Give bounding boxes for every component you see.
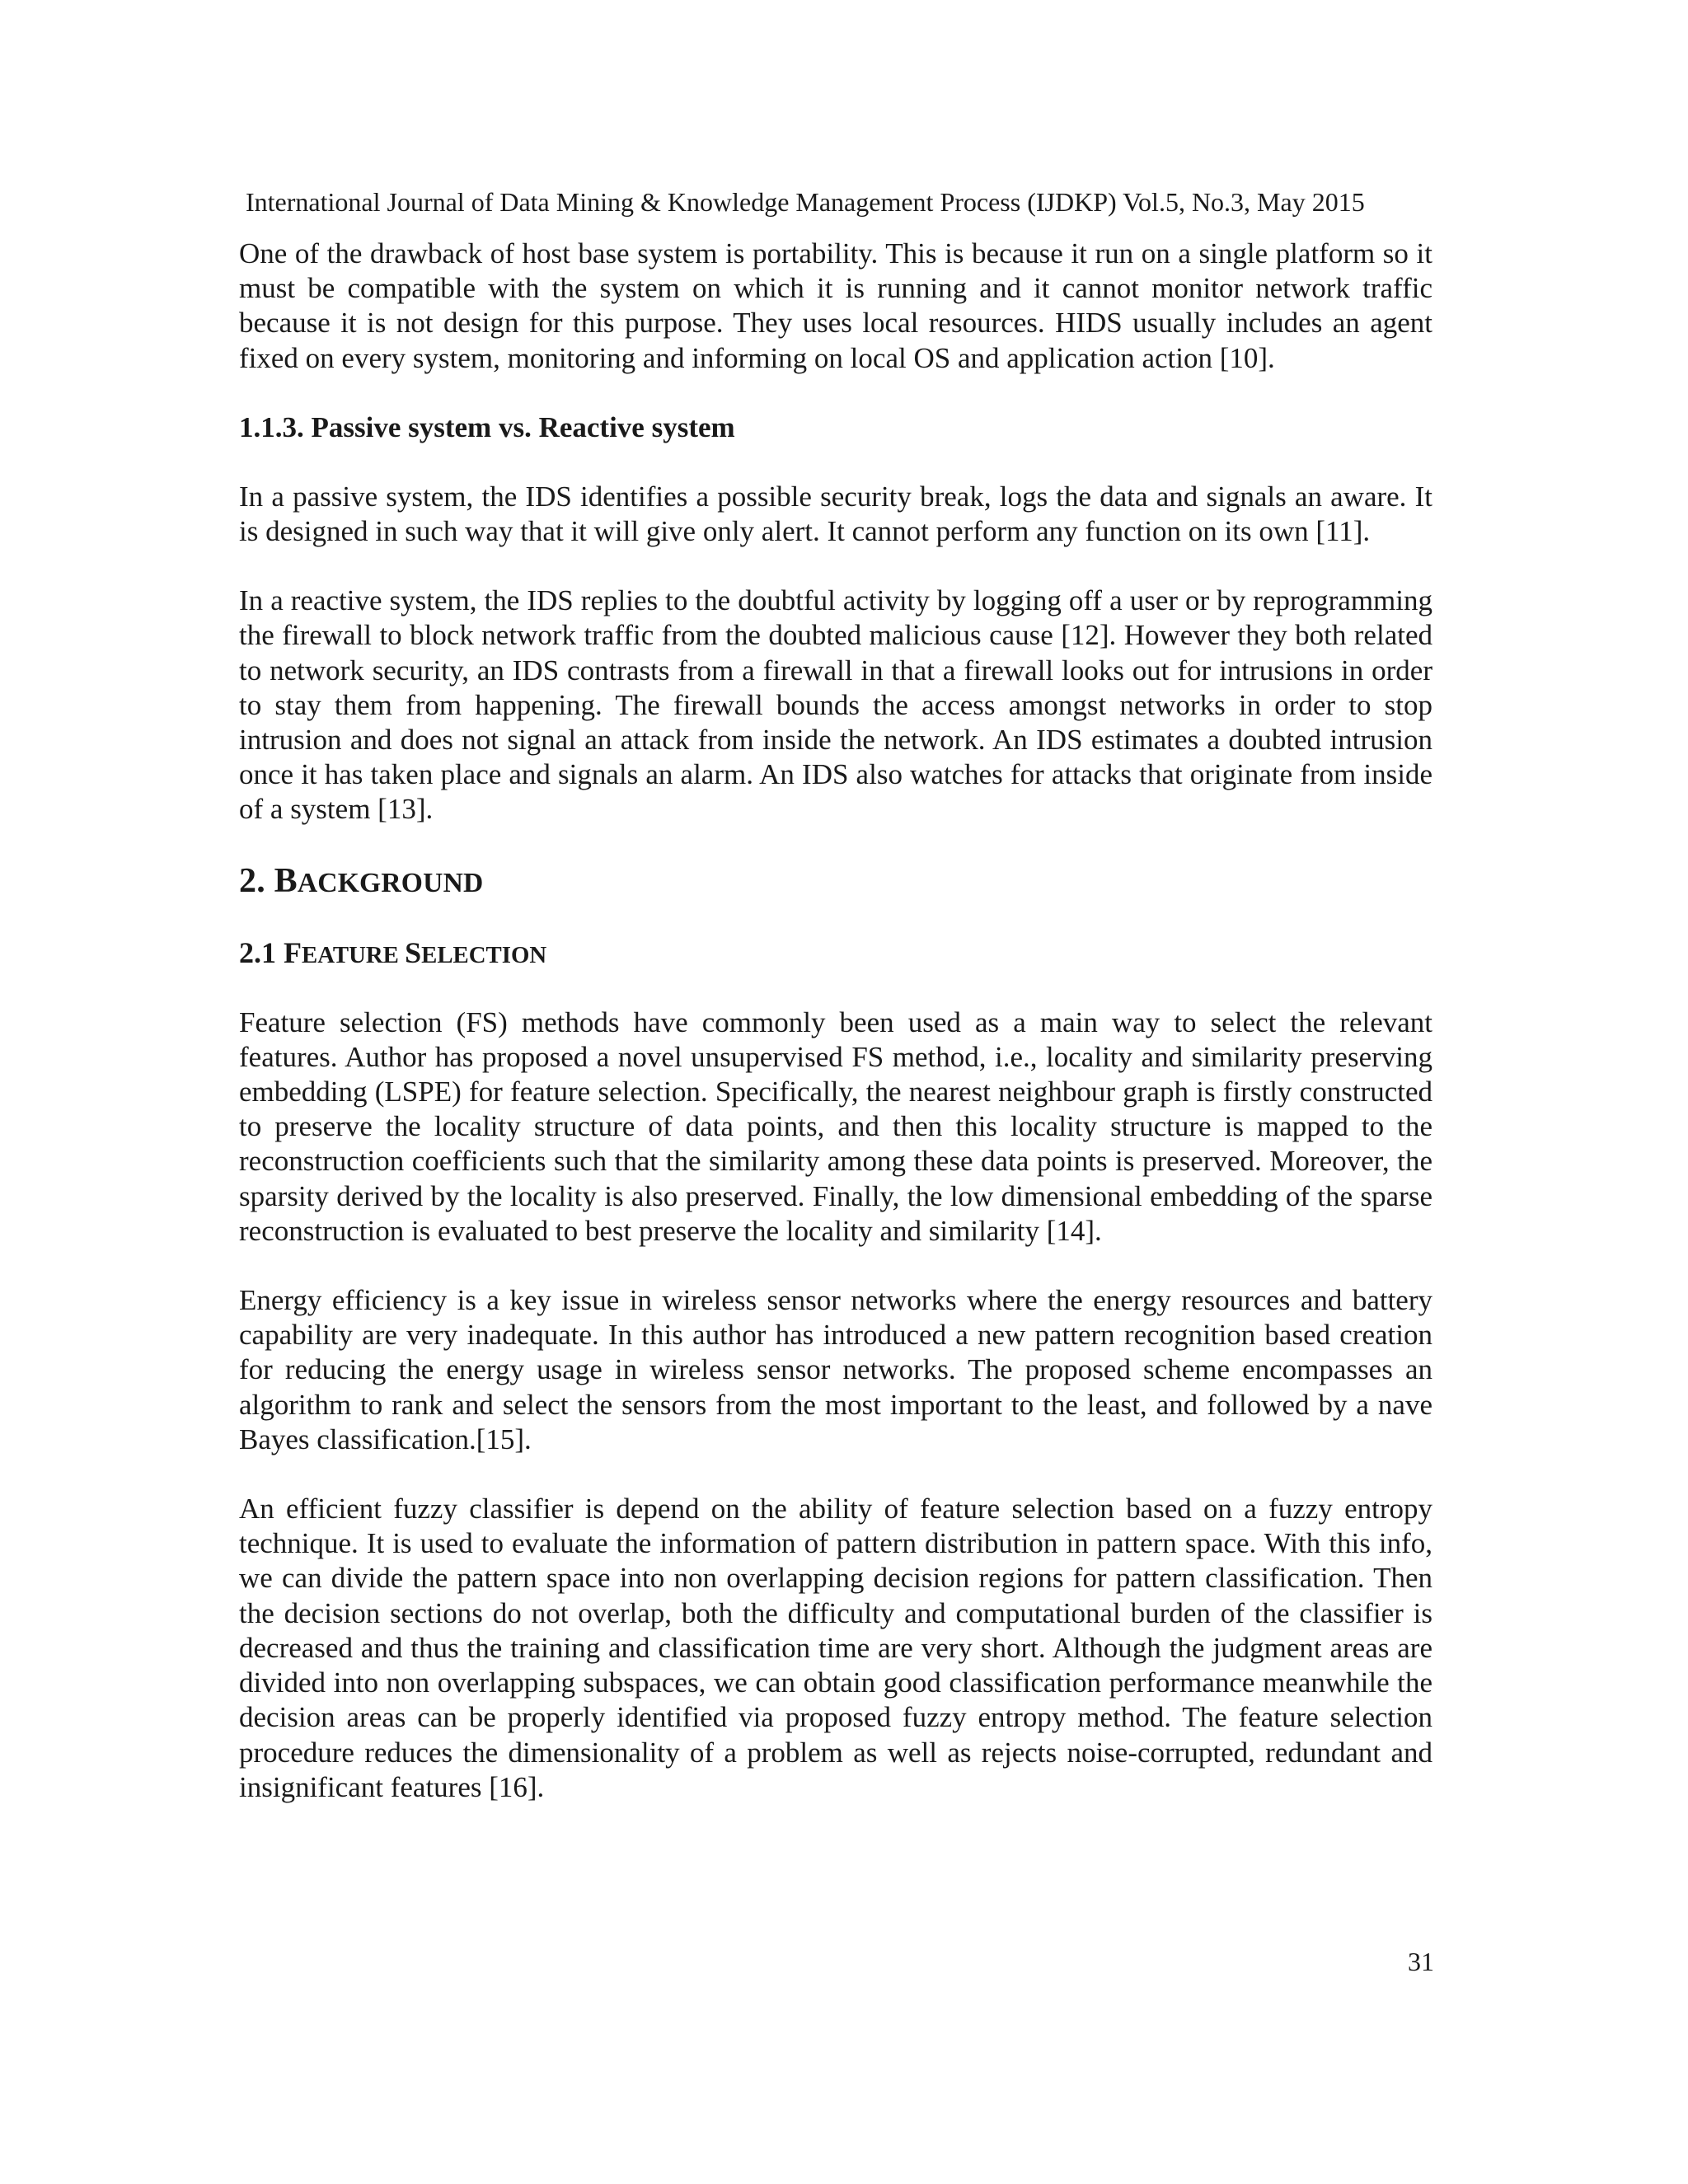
subsection-word1-initial: F xyxy=(284,935,302,969)
subsection-number: 2.1 xyxy=(239,935,284,969)
paragraph-gap xyxy=(239,376,1432,410)
body-column xyxy=(239,237,1432,1805)
section-number: 2. xyxy=(239,861,274,900)
paragraph-gap xyxy=(239,445,1432,480)
paragraph-gap xyxy=(239,1249,1432,1283)
section-gap xyxy=(239,906,1432,934)
section-title-rest: ACKGROUND xyxy=(297,867,484,898)
paragraph-host-based-portability: One of the drawback of host base system is portability. This is because it run on a single platform so it must be compatible with the system on which it is running and it cannot monitor network traffic because it is not design for this purpose. They uses local resources. HIDS usually includes an agent fixed on every system, monitoring and informing on local OS and application action [10]. xyxy=(239,237,1432,374)
paragraph-reactive-system: In a reactive system, the IDS replies to the doubtful activity by logging off a user or by reprogramming the firewall to block network traffic from the doubted malicious cause [12]. However they both related to network security, an IDS contrasts from a firewall in that a firewall looks out for intrusions in order to stay them from happening. The firewall bounds the access amongst networks in order to stop intrusion and does not signal an attack from inside the network. An IDS estimates a doubted intrusion once it has taken place and signals an alarm. An IDS also watches for attacks that originate from inside of a system [13]. xyxy=(239,584,1432,826)
paragraph-passive-system: In a passive system, the IDS identifies a possible security break, logs the data and signals an aware. It is designed in such way that it will give only alert. It cannot perform any function on its own [11]. xyxy=(239,480,1432,548)
section-heading-background xyxy=(239,859,1432,906)
subsection-heading-feature-selection xyxy=(239,934,1432,974)
subsection-word2-rest: ELECTION xyxy=(421,941,547,968)
section-gap xyxy=(239,827,1432,859)
page-number: 31 xyxy=(1408,1947,1434,1976)
subsection-word1-rest: EATURE xyxy=(302,941,406,968)
running-header: International Journal of Data Mining & Knowledge Management Process (IJDKP) Vol.5, No.3, May 2015 xyxy=(246,187,1365,217)
section-title-initial: B xyxy=(274,861,298,900)
heading-1-1-3: 1.1.3. Passive system vs. Reactive system xyxy=(239,410,735,443)
paragraph-gap xyxy=(239,1457,1432,1492)
paragraph-energy-efficiency: Energy efficiency is a key issue in wireless sensor networks where the energy resources and battery capability are very inadequate. In this author has introduced a new pattern recognition based creation for reducing the energy usage in wireless sensor networks. The proposed scheme encompasses an algorithm to rank and select the sensors from the most important to the least, and followed by a nave Bayes classification.[15]. xyxy=(239,1284,1432,1455)
paragraph-gap xyxy=(239,549,1432,583)
section-gap xyxy=(239,974,1432,1005)
paragraph-fuzzy-classifier: An efficient fuzzy classifier is depend on the ability of feature selection based on a fuzzy entropy technique. It is used to evaluate the information of pattern distribution in pattern space. With this info, we can divide the pattern space into non overlapping decision regions for pattern classification. Then the decision sections do not overlap, both the difficulty and computational burden of the classifier is decreased and thus the training and classification time are very short. Although the judgment areas are divided into non overlapping subspaces, we can obtain good classification performance meanwhile the decision areas can be properly identified via proposed fuzzy entropy method. The feature selection procedure reduces the dimensionality of a problem as well as rejects noise-corrupted, redundant and insignificant features [16]. xyxy=(239,1493,1432,1803)
subsection-word2-initial: S xyxy=(405,935,422,969)
paragraph-feature-selection: Feature selection (FS) methods have commonly been used as a main way to select the relevant features. Author has proposed a novel unsupervised FS method, i.e., locality and similarity preserving embedding (LSPE) for feature selection. Specifically, the nearest neighbour graph is firstly constructed to preserve the locality structure of data points, and then this locality structure is mapped to the reconstruction coefficients such that the similarity among these data points is preserved. Moreover, the sparsity derived by the locality is also preserved. Finally, the low dimensional embedding of the sparse reconstruction is evaluated to best preserve the locality and similarity [14]. xyxy=(239,1005,1432,1247)
